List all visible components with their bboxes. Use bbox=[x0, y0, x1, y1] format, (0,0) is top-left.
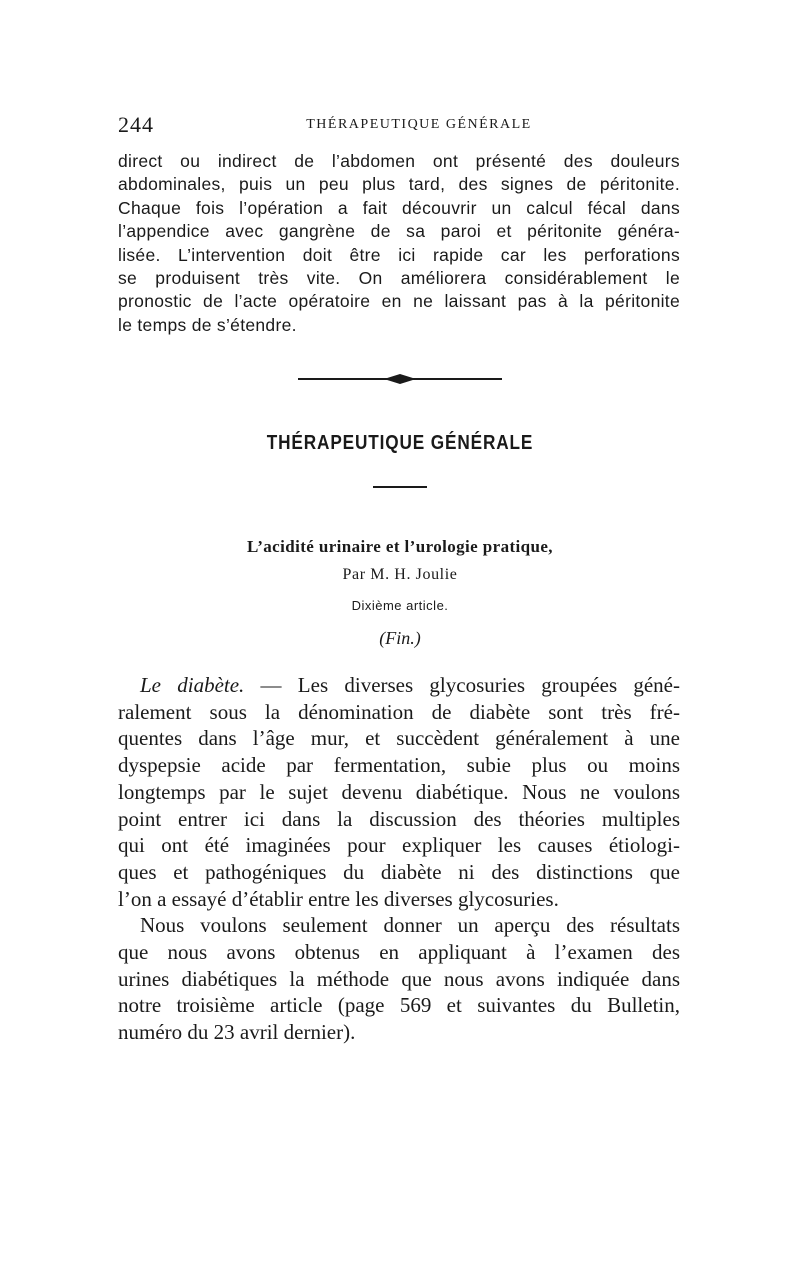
text-line: dyspepsie acide par fermentation, subie plus ou moins bbox=[118, 753, 680, 778]
text-line: Chaque fois l’opération a fait découvrir un calcul fécal dans bbox=[118, 197, 680, 218]
text-line: point entrer ici dans la discussion des théories multiples bbox=[118, 806, 680, 831]
text-line: se produisent très vite. On améliorera considérablement le bbox=[118, 268, 680, 289]
fin-label: (Fin.) bbox=[379, 628, 421, 648]
text-line: lisée. L’intervention doit être ici rapide car les perforations bbox=[118, 244, 680, 265]
text-line: l’on a essayé d’établir entre les diverses glycosuries. bbox=[118, 886, 559, 911]
text-line: direct ou indirect de l’abdomen ont présenté des douleurs bbox=[118, 151, 680, 171]
text-line: le temps de s’étendre. bbox=[118, 314, 297, 335]
body-text bbox=[118, 672, 680, 1046]
article-author: Par M. H. Joulie bbox=[342, 566, 458, 583]
text-line: qui ont été imaginées pour expliquer les causes étiologi- bbox=[118, 833, 680, 858]
text-line: longtemps par le sujet devenu diabétique. Nous ne voulons bbox=[118, 779, 680, 804]
text-line: que nous avons obtenus en appliquant à l’examen des bbox=[118, 940, 680, 965]
text-line: numéro du 23 avril dernier). bbox=[118, 1020, 356, 1045]
text-line: notre troisième article (page 569 et suivantes du Bulletin, bbox=[118, 993, 680, 1018]
text-line: abdominales, puis un peu plus tard, des signes de péritonite. bbox=[118, 174, 680, 195]
article-fin bbox=[0, 628, 800, 649]
text-line: l’appendice avec gangrène de sa paroi et péritonite généra- bbox=[118, 221, 680, 242]
ornament-divider bbox=[298, 372, 502, 386]
text-line: pronostic de l’acte opératoire en ne laissant pas à la péritonite bbox=[118, 291, 680, 312]
text-line bbox=[118, 672, 680, 699]
article-number: Dixième article. bbox=[351, 598, 449, 613]
section-title: THÉRAPEUTIQUE GÉNÉRALE bbox=[266, 432, 534, 454]
page-number: 244 bbox=[118, 112, 154, 137]
lead-rest: — Les diverses glycosuries groupées géné- bbox=[244, 673, 680, 697]
page-header bbox=[118, 112, 680, 142]
lead-italic: Le diabète. bbox=[140, 673, 245, 697]
text-line: urines diabétiques la méthode que nous avons indiquée dans bbox=[118, 966, 680, 991]
intro-paragraph bbox=[118, 150, 680, 337]
running-head: THÉRAPEUTIQUE GÉNÉRALE bbox=[306, 117, 532, 132]
article-title: L’acidité urinaire et l’urologie pratique, bbox=[247, 537, 553, 556]
text-line: ques et pathogéniques du diabète ni des distinctions que bbox=[118, 859, 680, 884]
text-line: quentes dans l’âge mur, et succèdent généralement à une bbox=[118, 726, 680, 751]
text-line: ralement sous la dénomination de diabète sont très fré- bbox=[118, 699, 680, 724]
section-rule bbox=[373, 486, 427, 488]
text-line: Nous voulons seulement donner un aperçu des résultats bbox=[140, 913, 680, 938]
